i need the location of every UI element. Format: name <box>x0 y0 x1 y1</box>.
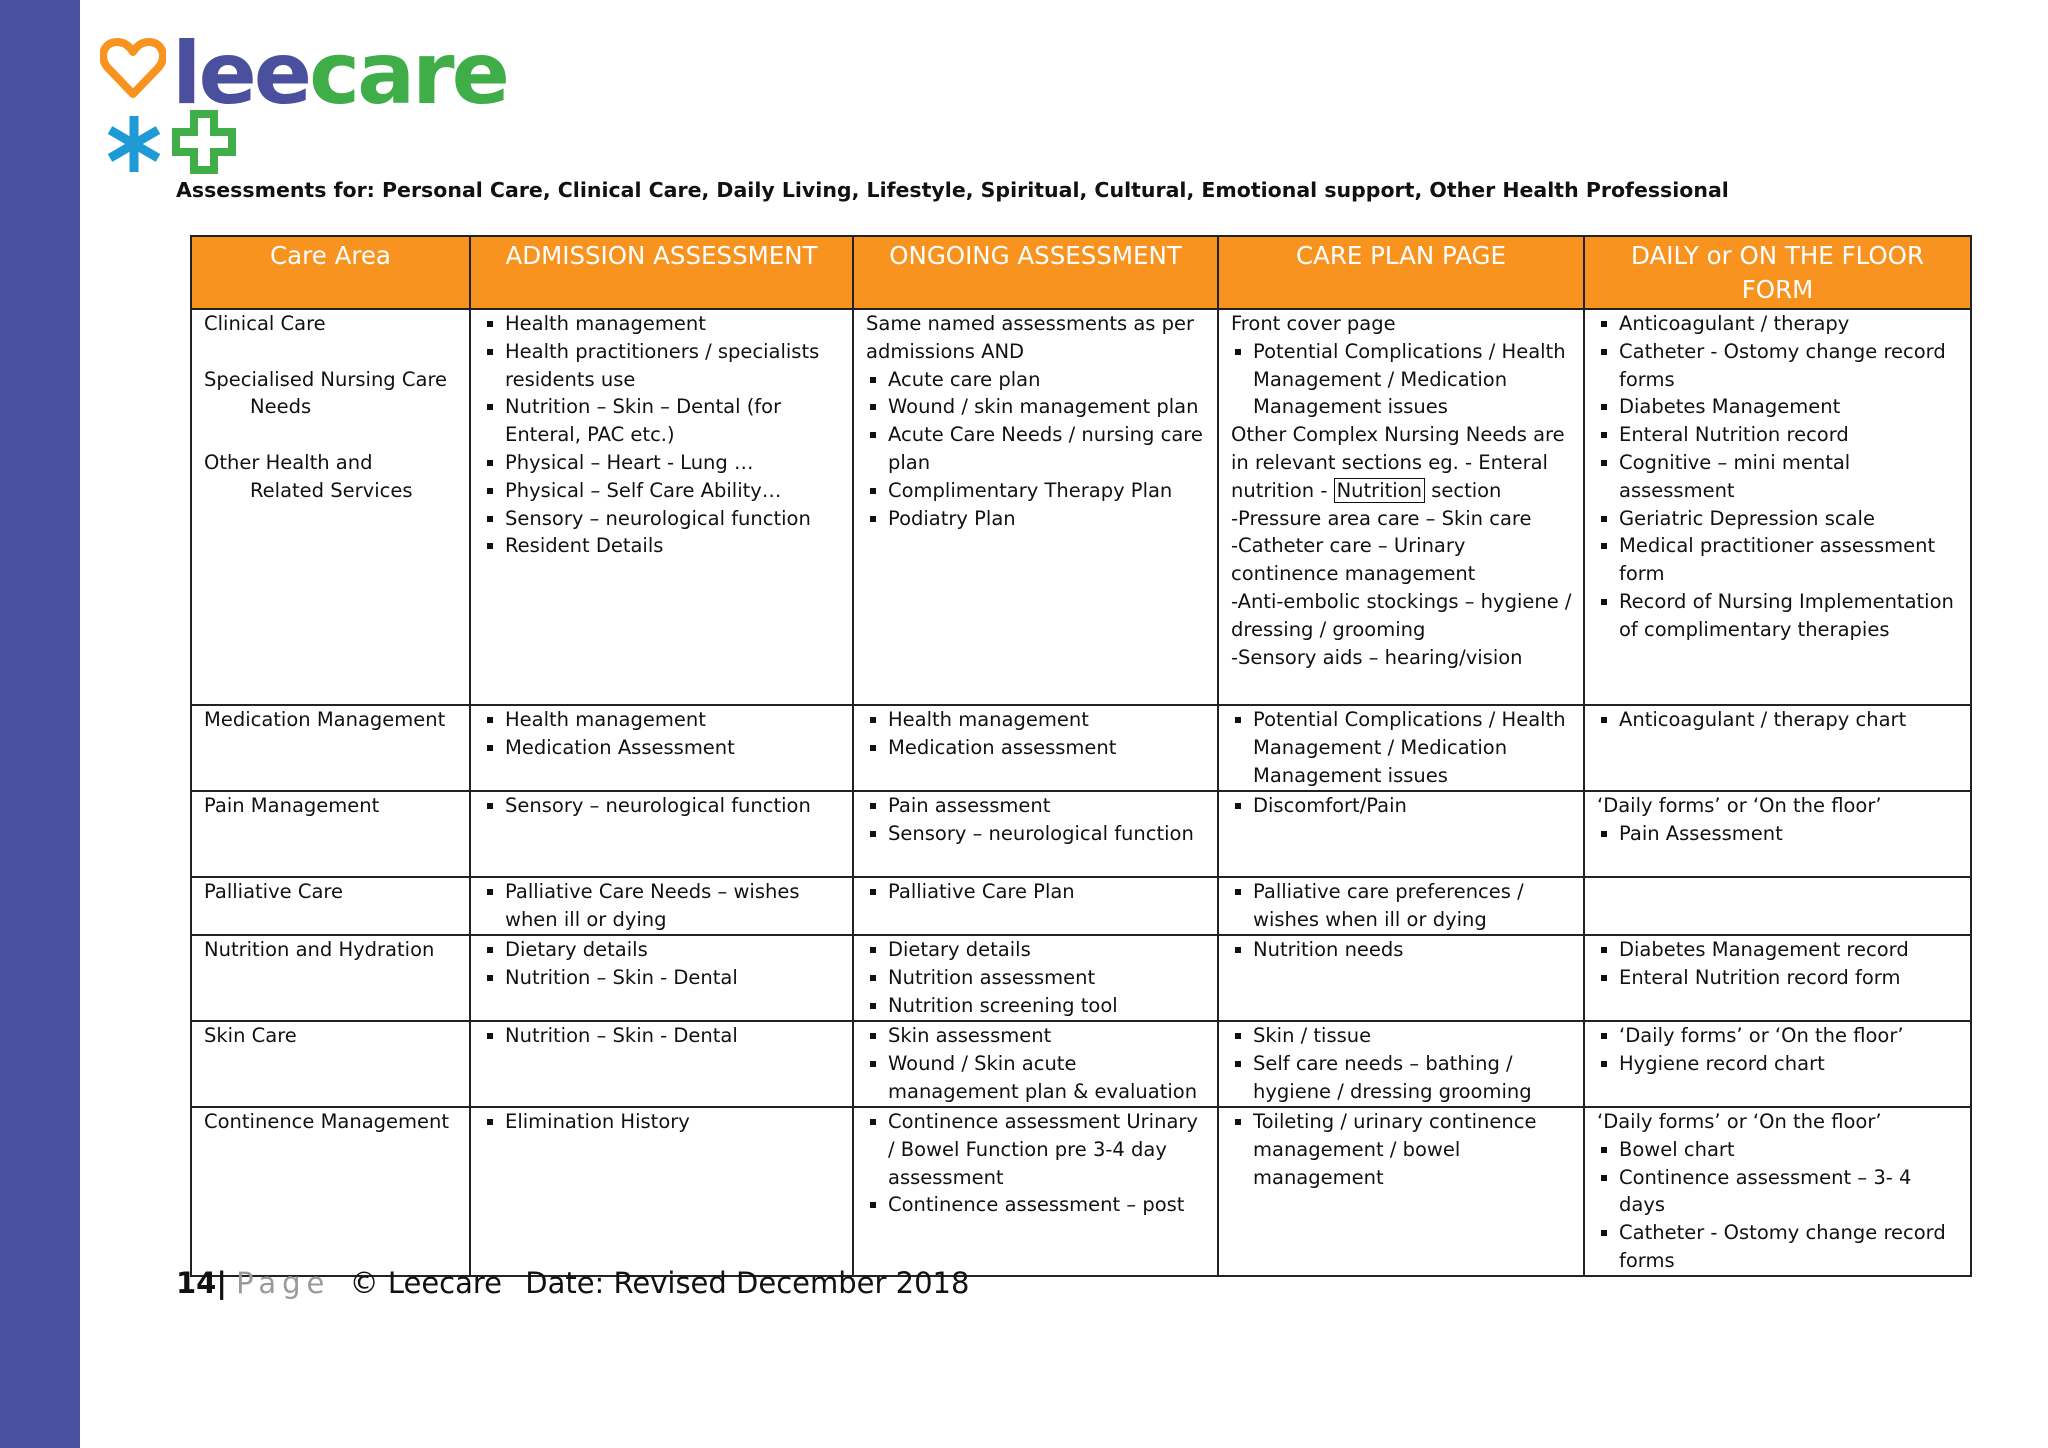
careplan-intro: Front cover page <box>1231 312 1396 335</box>
table-header-row <box>191 236 1971 309</box>
list-item: Self care needs – bathing / hygiene / dressing grooming <box>1231 1050 1575 1106</box>
cell-care-area: Palliative Care <box>191 877 470 935</box>
list-item: Pain assessment <box>866 792 1209 820</box>
list-item: Health management <box>483 706 844 734</box>
cell-admission <box>470 705 853 791</box>
list-item: Palliative care preferences / wishes when ill or dying <box>1231 878 1575 934</box>
nutrition-boxed-text: Nutrition <box>1334 478 1425 503</box>
cell-care-plan <box>1218 1107 1584 1276</box>
list-item: Health management <box>483 310 844 338</box>
area-line: Clinical Care <box>204 312 326 335</box>
list-item: Toileting / urinary continence management / bowel management <box>1231 1108 1575 1191</box>
list-item: Potential Complications / Health Management / Medication Management issues <box>1231 338 1575 421</box>
list-item: Continence assessment – 3- 4 days <box>1597 1164 1962 1220</box>
cell-admission <box>470 1021 853 1107</box>
list-item: Nutrition – Skin - Dental <box>483 964 844 992</box>
cell-admission <box>470 1107 853 1276</box>
cell-ongoing <box>853 705 1218 791</box>
list-item: Wound / Skin acute management plan & evaluation <box>866 1050 1209 1106</box>
list-item: Catheter - Ostomy change record forms <box>1597 338 1962 394</box>
list-item: Wound / skin management plan <box>866 393 1209 421</box>
revision-date: Date: Revised December 2018 <box>525 1266 970 1300</box>
list-item: Health management <box>866 706 1209 734</box>
table-row <box>191 877 1971 935</box>
list-item: Podiatry Plan <box>866 505 1209 533</box>
leecare-logo <box>100 24 507 180</box>
cell-daily <box>1584 1107 1971 1276</box>
area-line: Related Services <box>250 478 413 502</box>
cell-admission <box>470 791 853 877</box>
list-item: Medication Assessment <box>483 734 844 762</box>
cell-ongoing <box>853 1021 1218 1107</box>
care-assessment-table <box>190 235 1972 1277</box>
list-item: Medical practitioner assessment form <box>1597 532 1962 588</box>
careplan-text <box>1231 421 1575 504</box>
list-item: Continence assessment Urinary / Bowel Function pre 3-4 day assessment <box>866 1108 1209 1191</box>
cell-ongoing <box>853 877 1218 935</box>
careplan-text-2: section <box>1431 478 1502 502</box>
list-item: Anticoagulant / therapy <box>1597 310 1962 338</box>
asterisk-icon <box>102 112 166 176</box>
list-item: Cognitive – mini mental assessment <box>1597 449 1962 505</box>
list-item: Sensory – neurological function <box>866 820 1209 848</box>
area-line: Needs <box>250 395 312 419</box>
cell-daily <box>1584 791 1971 877</box>
careplan-line: -Pressure area care – Skin care <box>1231 506 1532 530</box>
left-color-band <box>0 0 80 1448</box>
list-item: Enteral Nutrition record <box>1597 421 1962 449</box>
list-item: Sensory – neurological function <box>483 505 844 533</box>
list-item: Palliative Care Needs – wishes when ill or dying <box>483 878 844 934</box>
logo-lee: lee <box>172 24 310 124</box>
list-item: Physical – Self Care Ability… <box>483 477 844 505</box>
cell-care-area: Skin Care <box>191 1021 470 1107</box>
cell-daily <box>1584 705 1971 791</box>
list-item: Diabetes Management record <box>1597 936 1962 964</box>
cell-care-plan <box>1218 877 1584 935</box>
cell-ongoing <box>853 791 1218 877</box>
daily-intro: ‘Daily forms’ or ‘On the floor’ <box>1597 794 1882 817</box>
col-header-care-area: Care Area <box>191 236 470 309</box>
col-header-admission: ADMISSION ASSESSMENT <box>470 236 853 309</box>
list-item: Bowel chart <box>1597 1136 1962 1164</box>
cell-care-area <box>191 309 470 705</box>
table-row <box>191 791 1971 877</box>
cell-daily <box>1584 1021 1971 1107</box>
list-item: Record of Nursing Implementation of complimentary therapies <box>1597 588 1962 644</box>
cell-care-plan <box>1218 935 1584 1021</box>
table-row <box>191 1021 1971 1107</box>
list-item: Acute care plan <box>866 366 1209 394</box>
list-item: Medication assessment <box>866 734 1209 762</box>
area-line: Specialised Nursing Care <box>204 367 448 391</box>
list-item: Sensory – neurological function <box>483 792 844 820</box>
table-row <box>191 935 1971 1021</box>
cell-ongoing <box>853 309 1218 705</box>
list-item: Nutrition assessment <box>866 964 1209 992</box>
list-item: Enteral Nutrition record form <box>1597 964 1962 992</box>
list-item: Nutrition needs <box>1231 936 1575 964</box>
list-item: Skin / tissue <box>1231 1022 1575 1050</box>
list-item: Resident Details <box>483 532 844 560</box>
daily-intro: ‘Daily forms’ or ‘On the floor’ <box>1597 1110 1882 1133</box>
cell-care-area: Continence Management <box>191 1107 470 1276</box>
cell-care-plan <box>1218 1021 1584 1107</box>
cell-care-area: Nutrition and Hydration <box>191 935 470 1021</box>
cell-admission <box>470 877 853 935</box>
cell-daily-empty <box>1584 877 1971 935</box>
careplan-line: -Catheter care – Urinary continence management <box>1231 534 1476 586</box>
cell-daily <box>1584 935 1971 1021</box>
list-item: Discomfort/Pain <box>1231 792 1575 820</box>
list-item: Dietary details <box>866 936 1209 964</box>
col-header-care-plan: CARE PLAN PAGE <box>1218 236 1584 309</box>
list-item: Continence assessment – post <box>866 1191 1209 1219</box>
list-item: ‘Daily forms’ or ‘On the floor’ <box>1597 1022 1962 1050</box>
list-item: Complimentary Therapy Plan <box>866 477 1209 505</box>
list-item: Diabetes Management <box>1597 393 1962 421</box>
list-item: Catheter - Ostomy change record forms <box>1597 1219 1962 1275</box>
heart-icon <box>100 38 166 100</box>
area-line: Other Health and <box>204 450 373 474</box>
list-item: Nutrition screening tool <box>866 992 1209 1020</box>
cell-admission <box>470 935 853 1021</box>
table-row <box>191 1107 1971 1276</box>
table-row <box>191 309 1971 705</box>
list-item: Health practitioners / specialists residents use <box>483 338 844 394</box>
ongoing-intro: Same named assessments as per admissions AND <box>866 312 1195 363</box>
list-item: Hygiene record chart <box>1597 1050 1962 1078</box>
list-item: Acute Care Needs / nursing care plan <box>866 421 1209 477</box>
careplan-line: -Sensory aids – hearing/vision <box>1231 645 1523 669</box>
table-row <box>191 705 1971 791</box>
page-number: 14| <box>176 1266 227 1300</box>
logo-care: care <box>309 24 507 124</box>
col-header-ongoing: ONGOING ASSESSMENT <box>853 236 1218 309</box>
careplan-line: -Anti-embolic stockings – hygiene / dressing / grooming <box>1231 589 1572 641</box>
list-item: Dietary details <box>483 936 844 964</box>
cell-admission <box>470 309 853 705</box>
cell-care-area: Pain Management <box>191 791 470 877</box>
careplan-text-1: Other Complex Nursing Needs are in relevant sections eg. - Enteral nutrition - <box>1231 423 1565 502</box>
cell-care-plan <box>1218 705 1584 791</box>
cell-care-plan <box>1218 309 1584 705</box>
copyright: © Leecare <box>349 1266 503 1300</box>
list-item: Anticoagulant / therapy chart <box>1597 706 1962 734</box>
list-item: Pain Assessment <box>1597 820 1962 848</box>
cell-ongoing <box>853 1107 1218 1276</box>
list-item: Skin assessment <box>866 1022 1209 1050</box>
cell-care-area: Medication Management <box>191 705 470 791</box>
list-item: Nutrition – Skin – Dental (for Enteral, PAC etc.) <box>483 393 844 449</box>
assessments-subtitle: Assessments for: Personal Care, Clinical Care, Daily Living, Lifestyle, Spiritual, Cultural, Emotional support, Other Health Professional <box>176 178 1729 202</box>
list-item: Elimination History <box>483 1108 844 1136</box>
page-word: Page <box>236 1266 331 1300</box>
list-item: Palliative Care Plan <box>866 878 1209 906</box>
cell-care-plan <box>1218 791 1584 877</box>
logo-wordmark <box>172 24 507 124</box>
list-item: Physical – Heart - Lung … <box>483 449 844 477</box>
page-footer <box>176 1266 969 1300</box>
cell-ongoing <box>853 935 1218 1021</box>
list-item: Geriatric Depression scale <box>1597 505 1962 533</box>
col-header-daily: DAILY or ON THE FLOOR FORM <box>1584 236 1971 309</box>
list-item: Nutrition – Skin - Dental <box>483 1022 844 1050</box>
list-item: Potential Complications / Health Management / Medication Management issues <box>1231 706 1575 789</box>
cell-daily <box>1584 309 1971 705</box>
